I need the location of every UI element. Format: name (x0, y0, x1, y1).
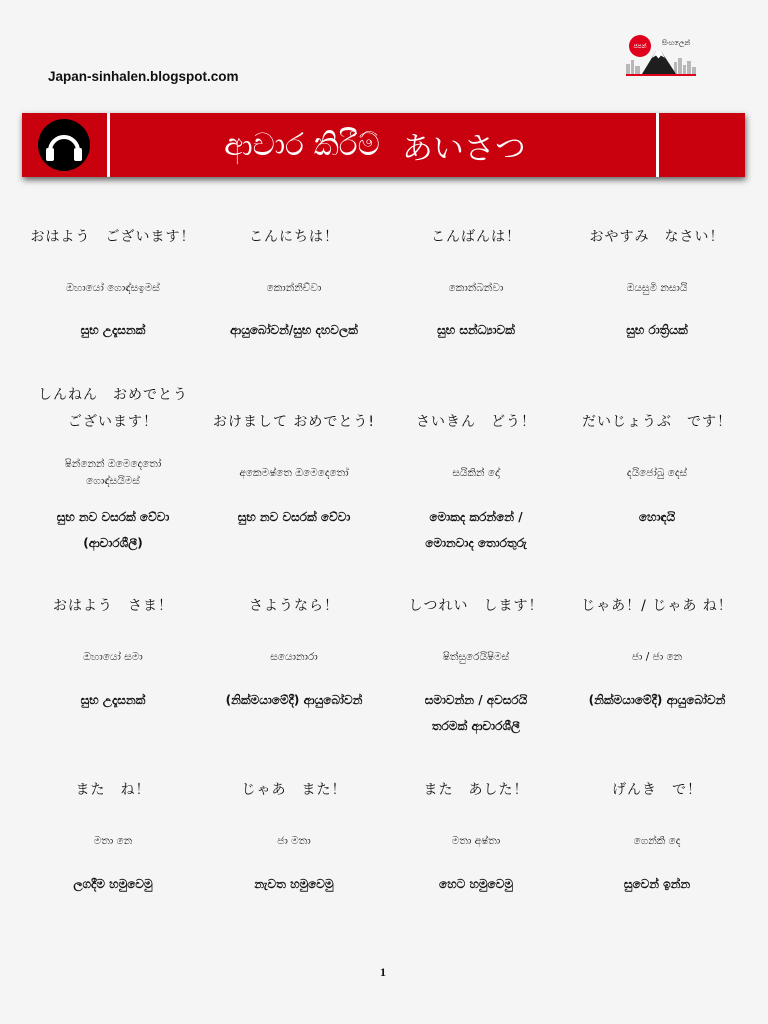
japanese-line: しつれい します！ (408, 598, 544, 614)
japanese-line: じゃあ また！ (241, 782, 347, 798)
sinhala-meaning (384, 871, 568, 897)
sinhala-reading (384, 456, 568, 490)
japanese-phrase (202, 224, 386, 251)
japanese-phrase (565, 224, 749, 251)
meaning-line: සුභ නව වසරක් වේවා (237, 510, 351, 524)
title-japanese: あいさつ (401, 130, 526, 167)
japanese-phrase (202, 777, 386, 804)
meaning-line: සුභ රාත්‍රියක් (626, 323, 688, 337)
sinhala-meaning (565, 687, 749, 713)
japanese-phrase (21, 224, 205, 251)
japanese-phrase (384, 224, 568, 251)
sinhala-reading (202, 833, 386, 850)
japanese-line: こんにちは！ (249, 229, 339, 245)
meaning-line: සමාවන්න / අවසරයි (424, 693, 528, 707)
reading-line: ඔයසුමි නසායි (626, 282, 688, 294)
meaning-line: නැවත හමුවෙමු (254, 877, 334, 891)
meaning-line: (ආචාරශීලී) (83, 536, 143, 550)
sinhala-reading (384, 833, 568, 850)
headphones-icon (38, 119, 90, 171)
japanese-line: おはよう さま！ (53, 598, 173, 614)
banner-divider-right (656, 113, 659, 177)
reading-line: සයොනාරා (270, 651, 318, 663)
japanese-phrase (384, 382, 568, 436)
sinhala-meaning (384, 687, 568, 739)
japanese-phrase (21, 777, 205, 804)
japanese-line: げんき で！ (612, 782, 702, 798)
site-url: Japan-sinhalen.blogspot.com (48, 69, 239, 84)
reading-line: මතා අෂ්තා (451, 835, 501, 847)
meaning-line: හෙට හමුවෙමු (439, 877, 513, 891)
title-sinhala: ආචාර කිරීම් (224, 126, 380, 163)
meaning-line: මොනවාද තොරතුරු (425, 536, 527, 550)
meaning-line: සුභ සන්ධ්‍යාවක් (437, 323, 515, 337)
sinhala-meaning (565, 317, 749, 343)
meaning-line: සුභ නව වසරක් වේවා (56, 510, 170, 524)
japanese-phrase (21, 382, 205, 436)
reading-line: ඔහායෝ සමා (83, 651, 143, 663)
logo-sun-text: ජපන් (633, 43, 647, 50)
reading-line: මතා නෙ (93, 835, 133, 847)
japanese-phrase (202, 382, 386, 436)
meaning-line: හොඳයි (638, 510, 676, 524)
sinhala-reading (202, 649, 386, 666)
japanese-line: だいじょうぶ です！ (582, 414, 732, 430)
sinhala-meaning (384, 317, 568, 343)
japanese-line: おけまして おめでとう! (212, 414, 376, 430)
japanese-phrase (202, 593, 386, 620)
sinhala-meaning (565, 504, 749, 530)
meaning-line: සුභ උදෑසනක් (80, 323, 146, 337)
japanese-line: さいきん どう！ (416, 414, 536, 430)
meaning-line: (නික්මයාමේදී) ආයුබෝවන් (225, 693, 363, 707)
meaning-line: ලගදීම හමුවෙමු (73, 877, 153, 891)
title-banner (22, 113, 745, 177)
reading-line: සයිකින් දෝ (452, 466, 500, 479)
sinhala-meaning (21, 504, 205, 556)
reading-line: ෂින්නෙන් ඔමෙදෙතෝ (64, 458, 162, 470)
japanese-phrase (565, 382, 749, 436)
meaning-line: සුවෙන් ඉන්න (623, 877, 691, 891)
reading-line: කොන්බන්වා (448, 282, 504, 294)
meaning-line: තරමක් ආචාරශීලී (431, 719, 521, 733)
sinhala-meaning (202, 871, 386, 897)
logo-baseline (626, 74, 696, 76)
sinhala-meaning (21, 871, 205, 897)
sinhala-reading (384, 649, 568, 666)
reading-line: ජා මතා (277, 835, 311, 847)
page-number: 1 (380, 965, 386, 979)
japanese-line: こんばんは！ (431, 229, 521, 245)
reading-line: ඔහායෝ ගොඳ්සඉමස් (66, 282, 160, 294)
reading-line: කොන්නිච්වා (266, 282, 322, 294)
meaning-line: ආයුබෝවන්/සුභ දහවලක් (230, 323, 358, 337)
japanese-phrase (384, 777, 568, 804)
sinhala-reading (565, 280, 749, 297)
sinhala-reading (384, 280, 568, 297)
reading-line: අකෙමෂ්තෙ ඔමෙදෙතෝ (239, 466, 349, 479)
site-logo (620, 34, 700, 80)
sinhala-reading (21, 456, 205, 490)
japanese-line: また ね！ (75, 782, 151, 798)
meaning-line: සුභ උදෑසනක් (80, 693, 146, 707)
sinhala-meaning (565, 871, 749, 897)
sinhala-reading (202, 456, 386, 490)
reading-line: දයිජෝබු දෙස් (626, 466, 688, 479)
sinhala-meaning (202, 317, 386, 343)
sinhala-reading (565, 833, 749, 850)
sinhala-reading (202, 280, 386, 297)
japanese-line: おはよう ございます！ (30, 229, 196, 245)
japanese-line: さようなら！ (249, 598, 339, 614)
sinhala-reading (21, 649, 205, 666)
reading-line: ගොඳ්සයිමස් (86, 475, 140, 487)
reading-line: ෂිත්සුරෙයිෂිමස් (442, 651, 510, 663)
japanese-phrase (565, 593, 749, 620)
logo-name-text: සිංහලෙන් (661, 39, 691, 47)
meaning-line: මොකද කරන්නේ / (429, 510, 523, 524)
sinhala-reading (565, 649, 749, 666)
sinhala-meaning (21, 687, 205, 713)
sinhala-reading (21, 833, 205, 850)
japanese-line: ございます！ (68, 414, 158, 430)
japanese-line: じゃあ！/ じゃあ ね！ (581, 598, 733, 614)
reading-line: ගෙන්කි දෙ (633, 835, 681, 847)
sinhala-reading (21, 280, 205, 297)
sinhala-reading (565, 456, 749, 490)
sinhala-meaning (202, 687, 386, 713)
sinhala-meaning (202, 504, 386, 530)
page-title (110, 113, 656, 177)
reading-line: ජා / ජා නෙ (631, 651, 683, 663)
sinhala-meaning (21, 317, 205, 343)
japanese-phrase (21, 593, 205, 620)
japanese-line: しんねん おめでとう (38, 387, 188, 403)
japanese-phrase (384, 593, 568, 620)
japanese-phrase (565, 777, 749, 804)
japanese-line: また あした！ (423, 782, 529, 798)
meaning-line: (නික්මයාමේදී) ආයුබෝවන් (588, 693, 726, 707)
japanese-line: おやすみ なさい！ (589, 229, 725, 245)
sinhala-meaning (384, 504, 568, 556)
